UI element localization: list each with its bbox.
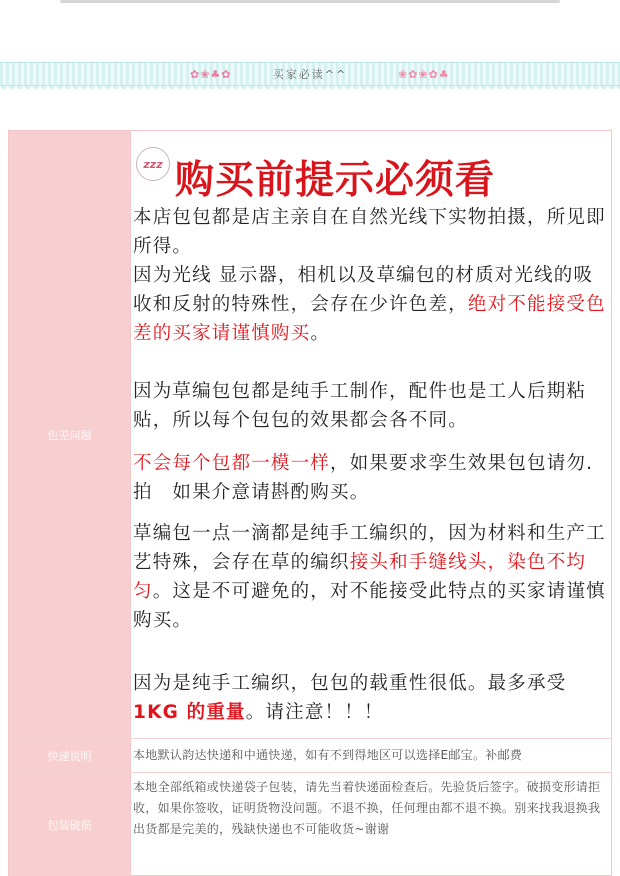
row-label: 色差问题 xyxy=(9,131,130,738)
warning-text: 1KG 的重量 xyxy=(133,702,246,723)
warning-text: 绝对不能接受色差的买家请谨慎购买 xyxy=(133,294,606,344)
paragraph xyxy=(133,449,611,507)
paragraph-text: 因为光线 显示器，相机以及草编包的材质对光线的吸收和反射的特殊性，会存在少许色差， xyxy=(133,265,594,315)
flower-decoration-icon: ❀✿❀✿♣ xyxy=(398,68,450,81)
paragraph xyxy=(133,377,611,435)
paragraph-text: 。这是不可避免的，对不能接受此特点的买家请谨慎购买。 xyxy=(133,581,606,631)
notice-banner xyxy=(0,62,620,86)
row-content xyxy=(130,773,611,876)
shipping-text: 本地默认韵达快递和中通快递，如有不到得地区可以选择E邮宝。补邮费 xyxy=(133,748,523,762)
banner-title: 买家必读^^ xyxy=(272,68,348,81)
color-difference-row xyxy=(9,131,611,739)
row-label: 快递说明 xyxy=(9,739,130,772)
paragraph-text: 因为是纯手工编织，包包的载重性很低。最多承受 xyxy=(133,673,567,694)
warning-text: 接头和手缝线头，染色不均匀 xyxy=(133,552,587,602)
notice-table xyxy=(8,130,612,876)
top-divider xyxy=(60,0,560,3)
row-content xyxy=(130,739,611,772)
row-label: 包装破损 xyxy=(9,773,130,876)
paragraph-text: 因为草编包包都是纯手工制作，配件也是工人后期粘贴，所以每个包包的效果都会各不同。 xyxy=(133,381,587,431)
paragraph-text: 本店包包都是店主亲自在自然光线下实物拍摄，所见即所得。 xyxy=(133,207,606,257)
shipping-row xyxy=(9,739,611,773)
paragraph xyxy=(133,261,611,348)
flower-decoration-icon: ✿❀♣✿ xyxy=(190,68,232,81)
paragraph-text: 草编包一点一滴都是纯手工编织的，因为材料和生产工艺特殊，会存在草的编织 xyxy=(133,523,606,573)
package-text: 本地全部纸箱或快递袋子包装，请先当着快递面检查后。先验货后签字。破损变形请拒收，如果你签收，证明货物没问题。不退不换，任何理由都不退不换。别来找我退换我出货都是完美的，残缺快递也不可能收货~谢谢 xyxy=(133,780,601,836)
row-content xyxy=(130,131,611,738)
paragraph xyxy=(133,203,611,261)
page-title: 购买前提示必须看 xyxy=(175,157,496,203)
paragraph xyxy=(133,669,611,727)
scallop-border xyxy=(0,86,620,94)
paragraph-text: ，如果要求孪生效果包包请勿.拍 如果介意请斟酌购买。 xyxy=(133,453,594,503)
paragraph-text: 。请注意！！！ xyxy=(245,702,384,723)
warning-text: 不会每个包都一模一样 xyxy=(133,453,331,474)
package-row xyxy=(9,773,611,876)
sleepy-face-icon: zzz xyxy=(136,147,170,181)
paragraph xyxy=(133,519,611,635)
paragraph-text: 。 xyxy=(310,323,331,344)
